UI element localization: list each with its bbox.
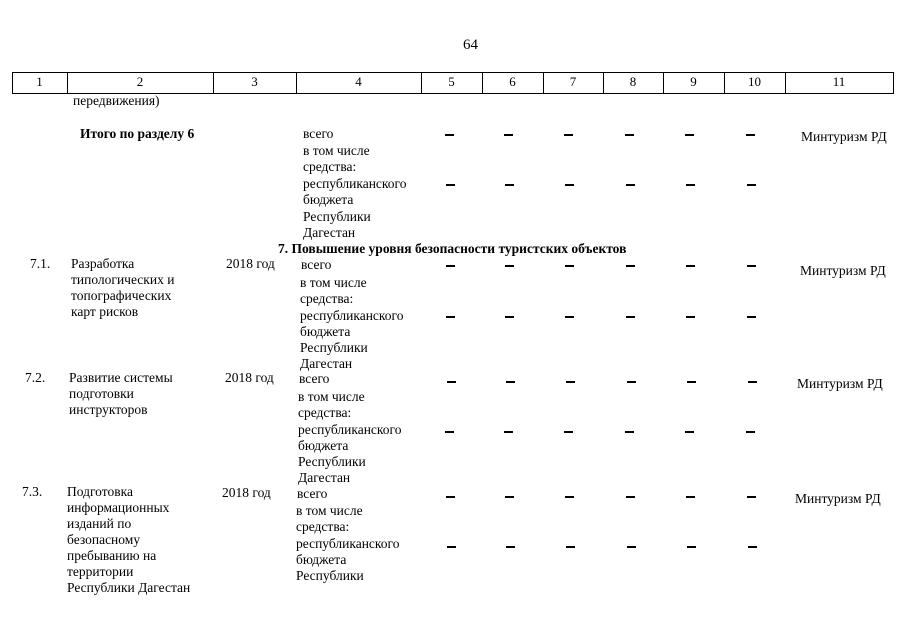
fin-line: бюджета	[303, 192, 354, 207]
fin-line: в том числе	[296, 503, 363, 518]
header-col-2: 2	[136, 74, 144, 89]
value-dash	[685, 134, 694, 136]
fin-line: бюджета	[298, 438, 349, 453]
value-dash	[565, 184, 574, 186]
value-dash	[626, 184, 635, 186]
row-number: 7.3.	[22, 484, 43, 499]
fin-line: республиканского	[296, 536, 400, 551]
value-dash	[446, 265, 455, 267]
value-dash	[747, 316, 756, 318]
value-dash	[626, 496, 635, 498]
fin-line: всего	[297, 486, 328, 501]
header-divider	[893, 72, 894, 94]
fin-line: бюджета	[296, 552, 347, 567]
value-dash	[685, 431, 694, 433]
row-number: 7.2.	[25, 370, 46, 385]
row-name-line: безопасному	[67, 532, 141, 547]
value-dash	[627, 546, 636, 548]
value-dash	[627, 381, 636, 383]
value-dash	[687, 381, 696, 383]
header-col-1: 1	[36, 74, 43, 89]
fin-line: Республики	[296, 568, 364, 583]
fin-line: всего	[301, 257, 332, 272]
fin-line: республиканского	[303, 176, 407, 191]
row-name-line: Разработка	[71, 256, 135, 271]
header-col-7: 7	[569, 74, 577, 89]
fin-line: Республики	[300, 340, 368, 355]
value-dash	[505, 184, 514, 186]
header-col-8: 8	[629, 74, 637, 89]
value-dash	[625, 431, 634, 433]
value-dash	[505, 496, 514, 498]
value-dash	[506, 381, 515, 383]
row-name-line: топографических	[71, 288, 172, 303]
value-dash	[565, 496, 574, 498]
value-dash	[746, 431, 755, 433]
fin-line: всего	[303, 126, 334, 141]
value-dash	[565, 265, 574, 267]
continued-text: передвижения)	[73, 93, 160, 108]
value-dash	[564, 134, 573, 136]
value-dash	[746, 134, 755, 136]
header-col-5: 5	[448, 74, 455, 89]
value-dash	[566, 381, 575, 383]
row-name-line: пребыванию на	[67, 548, 157, 563]
header-col-3: 3	[251, 74, 258, 89]
fin-line: средства:	[300, 291, 354, 306]
value-dash	[686, 184, 695, 186]
value-dash	[747, 496, 756, 498]
row-year: 2018 год	[226, 256, 275, 271]
executor: Минтуризм РД	[801, 129, 887, 144]
value-dash	[504, 134, 513, 136]
fin-line: республиканского	[298, 422, 402, 437]
executor: Минтуризм РД	[797, 376, 883, 391]
fin-line: Дагестан	[303, 225, 356, 240]
row-name-line: Республики Дагестан	[67, 580, 191, 595]
value-dash	[687, 546, 696, 548]
header-col-9: 9	[690, 74, 697, 89]
value-dash	[626, 265, 635, 267]
value-dash	[686, 316, 695, 318]
value-dash	[626, 316, 635, 318]
value-dash	[747, 265, 756, 267]
fin-line: в том числе	[300, 275, 367, 290]
row-name-line: информационных	[67, 500, 170, 515]
value-dash	[625, 134, 634, 136]
value-dash	[686, 496, 695, 498]
fin-line: бюджета	[300, 324, 351, 339]
fin-line: Дагестан	[298, 470, 351, 485]
fin-line: средства:	[303, 159, 357, 174]
value-dash	[447, 546, 456, 548]
row-year: 2018 год	[225, 370, 274, 385]
value-dash	[506, 546, 515, 548]
section7-title: 7. Повышение уровня безопасности туристских объектов	[278, 241, 627, 256]
header-col-4: 4	[355, 74, 362, 89]
value-dash	[566, 546, 575, 548]
value-dash	[445, 134, 454, 136]
value-dash	[447, 381, 456, 383]
fin-line: Республики	[303, 209, 371, 224]
value-dash	[446, 184, 455, 186]
value-dash	[748, 546, 757, 548]
fin-line: в том числе	[303, 143, 370, 158]
header-col-11: 11	[832, 74, 846, 89]
value-dash	[446, 316, 455, 318]
fin-line: Дагестан	[300, 356, 353, 371]
header-col-6: 6	[509, 74, 516, 89]
row-name-line: подготовки	[69, 386, 134, 401]
value-dash	[505, 265, 514, 267]
row-name-line: Подготовка	[67, 484, 133, 499]
row-name-line: Развитие системы	[69, 370, 173, 385]
row-name-line: территории	[67, 564, 134, 579]
fin-line: средства:	[296, 519, 350, 534]
value-dash	[505, 316, 514, 318]
value-dash	[446, 496, 455, 498]
page-number: 64	[463, 37, 478, 53]
value-dash	[747, 184, 756, 186]
value-dash	[686, 265, 695, 267]
row-name-line: изданий по	[67, 516, 132, 531]
row-year: 2018 год	[222, 485, 271, 500]
fin-line: в том числе	[298, 389, 365, 404]
fin-line: Республики	[298, 454, 366, 469]
row-name-line: инструкторов	[69, 402, 148, 417]
row-name-line: типологических и	[71, 272, 175, 287]
section6-total-label: Итого по разделу 6	[80, 126, 195, 141]
fin-line: республиканского	[300, 308, 404, 323]
value-dash	[565, 316, 574, 318]
value-dash	[445, 431, 454, 433]
value-dash	[504, 431, 513, 433]
fin-line: средства:	[298, 405, 352, 420]
header-col-10: 10	[748, 74, 761, 89]
row-name-line: карт рисков	[71, 304, 139, 319]
value-dash	[564, 431, 573, 433]
fin-line: всего	[299, 371, 330, 386]
row-number: 7.1.	[30, 256, 51, 271]
executor: Минтуризм РД	[800, 263, 886, 278]
executor: Минтуризм РД	[795, 491, 881, 506]
value-dash	[748, 381, 757, 383]
